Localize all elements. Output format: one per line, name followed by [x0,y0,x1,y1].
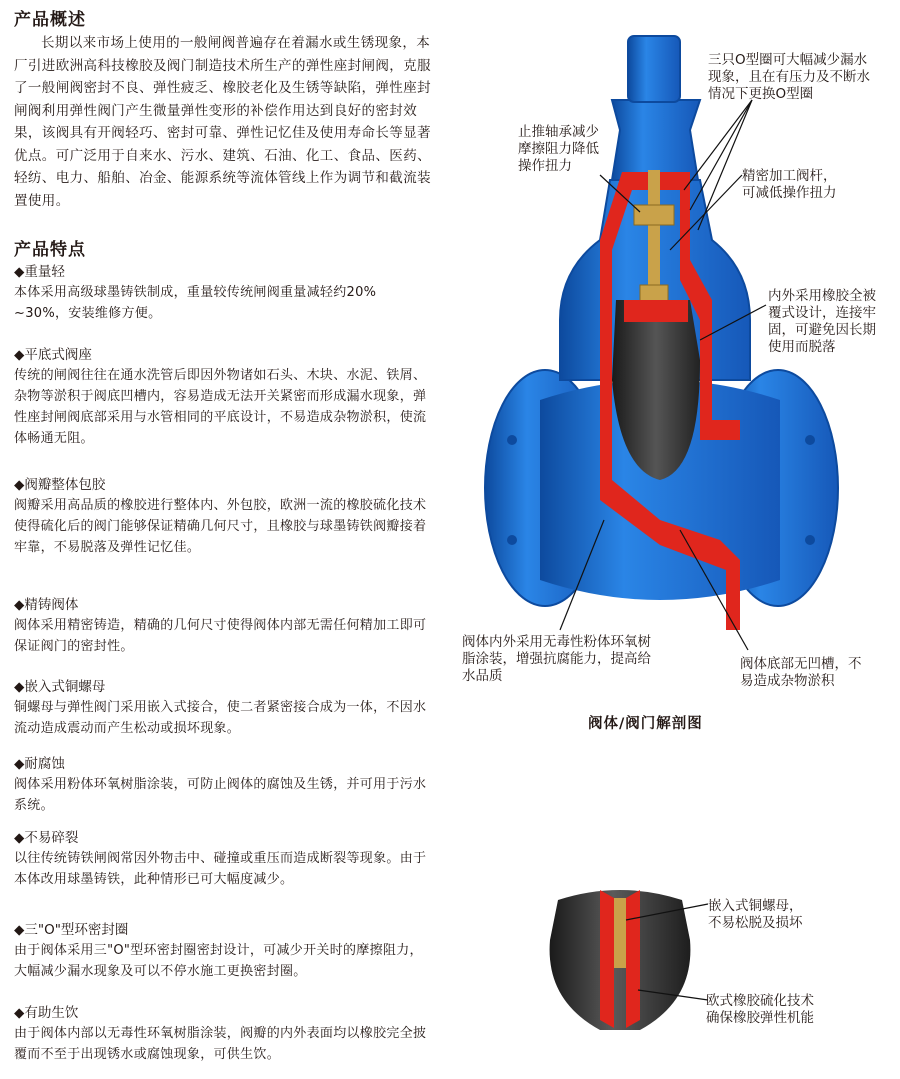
callout-thrust-bearing: 止推轴承减少 摩擦阻力降低 操作扭力 [518,124,599,174]
feature-item-corrosion-resistant [14,754,434,816]
feature-item-embedded-copper-nut [14,677,434,739]
feature-title: ◆阀瓣整体包胶 [14,477,106,493]
overview-paragraph: 长期以来市场上使用的一般闸阀普遍存在着漏水或生锈现象，本厂引进欧洲高科技橡胶及阀门制造技术所生产的弹性座封闸阀，克服了一般闸阀密封不良、弹性疲乏、橡胶老化及生锈等缺陷，弹性座封闸阀利用弹性阀门产生微量弹性变形的补偿作用达到良好的密封效果，该阀具有开阀轻巧、密封可靠、弹性记忆佳及使用寿命长等显著优点。可广泛用于自来水、污水、建筑、石油、化工、食品、医药、轻纺、电力、船舶、冶金、能源系统等流体管线上作为调节和截流装置使用。 [14,35,431,209]
feature-text: 阀体采用粉体环氧树脂涂装，可防止阀体的腐蚀及生锈，并可用于污水系统。 [14,777,427,813]
callout-flat-bottom: 阀体底部无凹槽，不 易造成杂物淤积 [740,656,862,689]
feature-title: ◆三"O"型环密封圈 [14,922,129,938]
callout-vulcanization: 欧式橡胶硫化技术 确保橡胶弹性机能 [706,993,814,1026]
feature-title: ◆不易碎裂 [14,830,79,846]
feature-item-crack-resistant [14,828,434,890]
callout-rubber-cover: 内外采用橡胶全被 覆式设计，连接牢 固，可避免因长期 使用而脱落 [768,288,876,355]
disc-cutaway-illustration [530,880,710,1040]
feature-text: 阀瓣采用高品质的橡胶进行整体内、外包胶，欧洲一流的橡胶硫化技术使得硫化后的阀门能够保证精确几何尺寸，且橡胶与球墨铸铁阀瓣接着牢靠，不易脱落及弹性记忆佳。 [14,498,427,555]
overview-heading: 产品概述 [14,10,86,30]
feature-item-three-o-ring [14,920,434,982]
feature-item-drinkable [14,1003,434,1065]
feature-text: 由于阀体内部以无毒性环氧树脂涂装，阀瓣的内外表面均以橡胶完全披覆而不至于出现锈水或腐蚀现象，可供生饮。 [14,1026,427,1062]
feature-text: 本体采用高级球墨铸铁制成，重量较传统闸阀重量减轻约20% ~30%，安装维修方便。 [14,285,377,321]
feature-title: ◆嵌入式铜螺母 [14,679,106,695]
feature-title: ◆有助生饮 [14,1005,79,1021]
feature-title: ◆重量轻 [14,264,65,280]
diagram-caption: 阀体/阀门解剖图 [588,716,703,732]
features-heading: 产品特点 [14,240,86,260]
callout-epoxy: 阀体内外采用无毒性粉体环氧树 脂涂装，增强抗腐能力，提高给 水品质 [462,634,651,684]
feature-text: 由于阀体采用三"O"型环密封圈密封设计，可减少开关时的摩擦阻力，大幅减少漏水现象及可以不停水施工更换密封圈。 [14,943,423,979]
feature-text: 传统的闸阀往往在通水洗管后即因外物诸如石头、木块、水泥、铁屑、杂物等淤积于阀底凹槽内，容易造成无法开关紧密而形成漏水现象，弹性座封闸阀底部采用与水管相同的平底设计，不易造成杂物淤积，使流体畅通无阻。 [14,368,427,446]
feature-item-light-weight [14,262,434,324]
callout-copper-nut: 嵌入式铜螺母， 不易松脱及损坏 [708,898,803,931]
feature-item-flat-seat [14,345,434,449]
feature-title: ◆精铸阀体 [14,597,79,613]
callout-stem: 精密加工阀杆， 可减低操作扭力 [742,168,837,201]
feature-text: 铜螺母与弹性阀门采用嵌入式接合，使二者紧密接合成为一体，不因水流动造成震动而产生松动或损坏现象。 [14,700,427,736]
feature-title: ◆耐腐蚀 [14,756,65,772]
feature-text: 以往传统铸铁闸阀常因外物击中、碰撞或重压而造成断裂等现象。由于本体改用球墨铸铁，此种情形已可大幅度减少。 [14,851,427,887]
feature-item-rubber-coated-disc [14,475,434,558]
feature-item-precision-cast-body [14,595,434,657]
callout-o-ring: 三只O型圈可大幅减少漏水 现象，且在有压力及不断水 情况下更换O型圈 [708,52,870,102]
feature-text: 阀体采用精密铸造，精确的几何尺寸使得阀体内部无需任何精加工即可保证阀门的密封性。 [14,618,427,654]
feature-title: ◆平底式阀座 [14,347,92,363]
